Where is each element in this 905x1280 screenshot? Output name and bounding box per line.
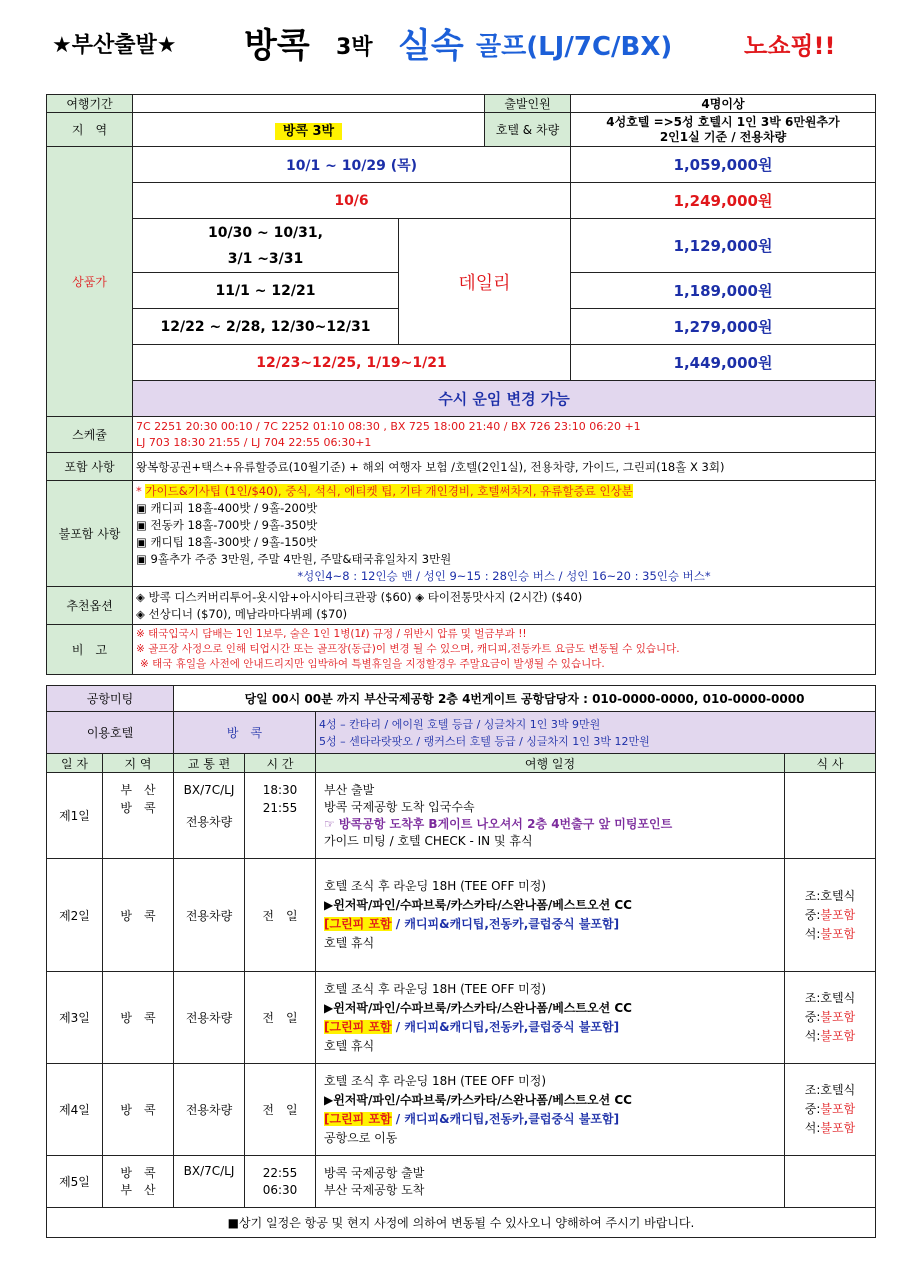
day3-label: 제3일	[47, 972, 103, 1064]
day1-transport-2: 전용차량	[185, 815, 233, 829]
day3-plan-4: 호텔 휴식	[324, 1038, 375, 1053]
header-plan: 여행 일정	[316, 754, 785, 773]
itinerary-row-day3	[47, 972, 876, 1064]
day2-plan-1: 호텔 조식 후 라운딩 18H (TEE OFF 미정)	[324, 879, 547, 893]
header-time: 시 간	[245, 754, 316, 773]
price-value-1: 1,059,000원	[571, 147, 876, 183]
price-value-3: 1,129,000원	[571, 219, 876, 273]
period-value	[133, 95, 485, 113]
day1-region-1: 부 산	[120, 783, 156, 797]
title-no-shopping: 노쇼핑!!	[744, 32, 836, 60]
excluded-line-3: ▣ 전동카 18홀-700밧 / 9홀-350밧	[136, 517, 318, 532]
price-label: 상품가	[47, 147, 133, 417]
hotel-value-2: 2인1실 기준 / 전용차량	[659, 129, 787, 144]
title-economy: 실속	[398, 26, 464, 66]
day2-plan-3a: [그린피 포함	[324, 917, 392, 931]
day3-plan-3a: [그린피 포함	[324, 1019, 392, 1034]
day1-meal	[785, 773, 876, 859]
day3-region: 방 콕	[103, 972, 174, 1064]
day3-meal-l-b: 불포함	[820, 1010, 856, 1024]
price-period-5: 12/22 ~ 2/28, 12/30~12/31	[133, 309, 399, 345]
excluded-line-4: ▣ 캐디팁 18홀-300밧 / 9홀-150밧	[136, 534, 318, 549]
day2-meal-d-a: 석:	[804, 926, 821, 941]
day5-plan-1: 방콕 국제공항 출발	[324, 1165, 425, 1180]
footer-note: ■상기 일정은 항공 및 현지 사정에 의하여 변동될 수 있사오니 양해하여 주시기 바랍니다.	[47, 1208, 876, 1238]
price-period-2: 10/6	[133, 183, 571, 219]
remarks-line-2: ※ 골프장 사정으로 인해 티업시간 또는 골프장(동급)이 변경 될 수 있으며, 캐디피,전동카트 요금도 변동될 수 있습니다.	[136, 643, 680, 655]
itinerary-row-day5	[47, 1156, 876, 1208]
remarks-label: 비 고	[47, 625, 133, 675]
day4-plan-3b: / 캐디피&캐디팁,전동카,클럽중식 불포함]	[391, 1111, 620, 1126]
hotels-line-1: 4성 – 칸타리 / 에이원 호텔 등급 / 싱글차지 1인 3박 9만원	[319, 717, 601, 731]
day2-label: 제2일	[47, 859, 103, 972]
itinerary-row-day4	[47, 1064, 876, 1156]
price-period-6: 12/23~12/25, 1/19~1/21	[133, 345, 571, 381]
header-meal: 식 사	[785, 754, 876, 773]
hotel-value-1: 4성호텔 =>5성 호텔시 1인 3박 6만원추가	[606, 114, 840, 129]
day1-plan-2: 방콕 국제공항 도착 입국수속	[324, 799, 475, 814]
day3-time: 전 일	[245, 972, 316, 1064]
day2-plan-3b: / 캐디피&캐디팁,전동카,클럽중식 불포함]	[391, 917, 620, 931]
day4-plan-3a: [그린피 포함	[324, 1111, 392, 1126]
price-value-5: 1,279,000원	[571, 309, 876, 345]
day2-region: 방 콕	[103, 859, 174, 972]
schedule-line-1: 7C 2251 20:30 00:10 / 7C 2252 01:10 08:30 , BX 725 18:00 21:40 / BX 726 23:10 06:20 +1	[136, 419, 641, 433]
day3-plan-1: 호텔 조식 후 라운딩 18H (TEE OFF 미정)	[324, 981, 547, 996]
day5-region-1: 방 콕	[120, 1165, 156, 1180]
price-period-1: 10/1 ~ 10/29 (목)	[133, 147, 571, 183]
day2-plan-4: 호텔 휴식	[324, 936, 375, 950]
day4-plan-4: 공항으로 이동	[324, 1130, 398, 1145]
title-departure: ★부산출발★	[52, 33, 177, 58]
day1-time-2: 21:55	[262, 801, 298, 815]
day5-time-1: 22:55	[262, 1165, 298, 1180]
price-period-3b: 3/1 ~3/31	[227, 250, 304, 267]
price-value-2: 1,249,000원	[571, 183, 876, 219]
header-day: 일 자	[47, 754, 103, 773]
period-label: 여행기간	[47, 95, 133, 113]
excluded-label: 불포함 사항	[47, 481, 133, 587]
day1-plan-4: 가이드 미팅 / 호텔 CHECK - IN 및 휴식	[324, 833, 533, 848]
header-region: 지 역	[103, 754, 174, 773]
day1-time-1: 18:30	[262, 783, 298, 797]
hotels-label: 이용호텔	[47, 712, 174, 754]
day4-meal-l-b: 불포함	[820, 1102, 856, 1116]
day3-plan-2: ▶윈저팍/파인/수파브룩/카스카타/스완나폼/베스트오션 CC	[324, 1000, 632, 1015]
day5-label: 제5일	[47, 1156, 103, 1208]
title-city: 방콕	[244, 26, 310, 66]
price-value-6: 1,449,000원	[571, 345, 876, 381]
included-label: 포함 사항	[47, 453, 133, 481]
title-golf: 골프(LJ/7C/BX)	[476, 32, 673, 62]
day4-meal-d-b: 불포함	[820, 1121, 856, 1135]
day2-meal-l-a: 중:	[804, 907, 821, 922]
day4-meal-l-a: 중:	[804, 1102, 821, 1116]
options-label: 추천옵션	[47, 587, 133, 625]
hotels-line-2: 5성 – 센타라랏팟오 / 랭커스터 호텔 등급 / 싱글차지 1인 3박 12만원	[319, 734, 650, 748]
price-note: 수시 운임 변경 가능	[133, 381, 876, 417]
daily-label: 데일리	[399, 219, 571, 345]
day4-label: 제4일	[47, 1064, 103, 1156]
region-value: 방콕 3박	[275, 123, 342, 140]
people-label: 출발인원	[485, 95, 571, 113]
excluded-line-2: ▣ 캐디피 18홀-400밧 / 9홀-200밧	[136, 500, 318, 515]
day5-transport: BX/7C/LJ	[174, 1156, 245, 1208]
options-line-2: ◈ 선상디너 ($70), 메남라마다뷔페 ($70)	[136, 606, 348, 621]
page-title	[0, 14, 905, 74]
price-value-4: 1,189,000원	[571, 273, 876, 309]
day2-meal-d-b: 불포함	[820, 926, 856, 941]
day1-plan-3: ☞ 방콕공항 도착후 B게이트 나오셔서 2층 4번출구 앞 미팅포인트	[324, 816, 673, 831]
meeting-label: 공항미팅	[47, 686, 174, 712]
schedule-line-2: LJ 703 18:30 21:55 / LJ 704 22:55 06:30+1	[136, 435, 372, 449]
day3-meal-d-a: 석:	[804, 1029, 821, 1043]
day4-plan-2: ▶윈저팍/파인/수파브룩/카스카타/스완나폼/베스트오션 CC	[324, 1092, 632, 1107]
meeting-text: 당일 00시 00분 까지 부산국제공항 2층 4번게이트 공항담당자 : 010-0000-0000, 010-0000-0000	[174, 686, 876, 712]
title-nights: 3박	[336, 35, 373, 60]
itinerary-row-day1	[47, 773, 876, 859]
product-info-table	[46, 94, 876, 675]
price-period-4: 11/1 ~ 12/21	[133, 273, 399, 309]
day3-meal-l-a: 중:	[804, 1010, 821, 1024]
day1-label: 제1일	[47, 773, 103, 859]
remarks-line-1: ※ 태국입국시 담배는 1인 1보루, 술은 1인 1병(1ℓ) 규정 / 위반시 압류 및 벌금부과 !!	[136, 628, 527, 640]
included-text: 왕복항공권+택스+유류할증료(10월기준) + 해외 여행자 보험 /호텔(2인1실), 전용차량, 가이드, 그린피(18홀 X 3회)	[133, 453, 876, 481]
header-transport: 교 통 편	[174, 754, 245, 773]
day1-transport-1: BX/7C/LJ	[183, 783, 235, 797]
hotels-city: 방 콕	[174, 712, 316, 754]
itinerary-table	[46, 685, 876, 1238]
day4-meal-d-a: 석:	[804, 1121, 821, 1135]
day5-region-2: 부 산	[120, 1182, 156, 1197]
day4-time: 전 일	[245, 1064, 316, 1156]
day4-transport: 전용차량	[174, 1064, 245, 1156]
day1-plan-1: 부산 출발	[324, 782, 375, 797]
excluded-line-5: ▣ 9홀추가 주중 3만원, 주말 4만원, 주말&태국휴일차지 3만원	[136, 551, 452, 566]
day1-region-2: 방 콕	[120, 801, 156, 815]
schedule-label: 스케쥴	[47, 417, 133, 453]
people-value: 4명이상	[571, 95, 876, 113]
day5-meal	[785, 1156, 876, 1208]
price-period-3a: 10/30 ~ 10/31,	[208, 224, 323, 241]
remarks-line-3: ※ 태국 휴일을 사전에 안내드리지만 임박하여 특별휴일을 지정할경우 주말요금이 발생될 수 있습니다.	[140, 658, 605, 670]
day2-meal-b: 조:호텔식	[804, 888, 856, 903]
excluded-line-6: *성인4~8 : 12인승 밴 / 성인 9~15 : 28인승 버스 / 성인 16~20 : 35인승 버스*	[297, 568, 711, 583]
day2-plan-2: ▶윈저팍/파인/수파브룩/카스카타/스완나폼/베스트오션 CC	[324, 898, 632, 912]
day3-transport: 전용차량	[174, 972, 245, 1064]
day4-region: 방 콕	[103, 1064, 174, 1156]
day4-plan-1: 호텔 조식 후 라운딩 18H (TEE OFF 미정)	[324, 1073, 547, 1088]
day4-meal-b: 조:호텔식	[804, 1083, 856, 1097]
excluded-line-1: 가이드&기사팁 (1인/$40), 중식, 석식, 에티켓 팁, 기타 개인경비, 호텔써차지, 유류할증료 인상분	[145, 483, 633, 498]
itinerary-row-day2	[47, 859, 876, 972]
day5-plan-2: 부산 국제공항 도착	[324, 1182, 425, 1197]
day3-meal-d-b: 불포함	[820, 1029, 856, 1043]
day2-transport: 전용차량	[174, 859, 245, 972]
options-line-1: ◈ 방콕 디스커버리투어-욧시암+아시아티크관광 ($60) ◈ 타이전통맛사지 (2시간) ($40)	[136, 589, 583, 604]
day2-meal-l-b: 불포함	[820, 907, 856, 922]
region-label: 지 역	[47, 113, 133, 147]
day5-time-2: 06:30	[262, 1182, 298, 1197]
day2-time: 전 일	[245, 859, 316, 972]
excluded-asterisk: *	[136, 483, 146, 498]
day3-meal-b: 조:호텔식	[804, 991, 856, 1005]
hotel-label: 호텔 & 차량	[485, 113, 571, 147]
day3-plan-3b: / 캐디피&캐디팁,전동카,클럽중식 불포함]	[391, 1019, 620, 1034]
